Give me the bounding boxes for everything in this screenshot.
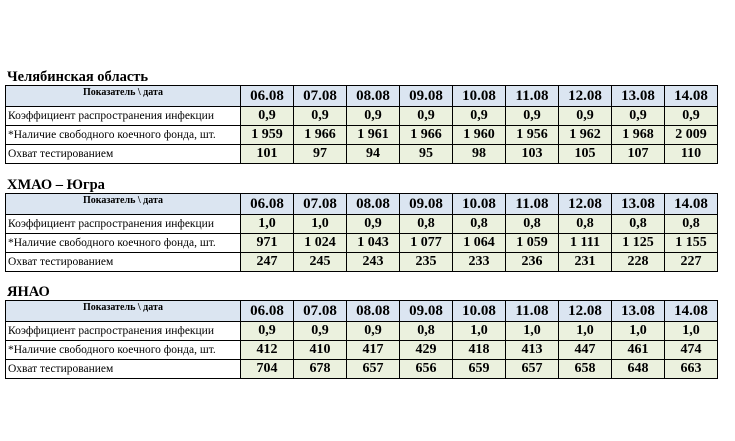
value-cell: 1 956 bbox=[506, 126, 559, 145]
value-cell: 236 bbox=[506, 253, 559, 272]
value-cell: 704 bbox=[241, 360, 294, 379]
date-header: 14.08 bbox=[665, 301, 718, 322]
date-header: 12.08 bbox=[559, 86, 612, 107]
row-label: Охват тестированием bbox=[6, 145, 241, 164]
value-cell: 1 111 bbox=[559, 234, 612, 253]
testing-coverage-row bbox=[6, 145, 718, 164]
region-block bbox=[5, 69, 717, 164]
value-cell: 412 bbox=[241, 341, 294, 360]
date-header: 11.08 bbox=[506, 194, 559, 215]
value-cell: 474 bbox=[665, 341, 718, 360]
value-cell: 0,9 bbox=[294, 322, 347, 341]
date-header: 07.08 bbox=[294, 194, 347, 215]
region-title: ЯНАО bbox=[7, 284, 50, 300]
value-cell: 1 155 bbox=[665, 234, 718, 253]
date-header: 07.08 bbox=[294, 301, 347, 322]
row-label: Коэффициент распространения инфекции bbox=[6, 107, 241, 126]
value-cell: 231 bbox=[559, 253, 612, 272]
value-cell: 0,8 bbox=[506, 215, 559, 234]
value-cell: 105 bbox=[559, 145, 612, 164]
value-cell: 1 959 bbox=[241, 126, 294, 145]
value-cell: 2 009 bbox=[665, 126, 718, 145]
value-cell: 1 059 bbox=[506, 234, 559, 253]
value-cell: 227 bbox=[665, 253, 718, 272]
date-header: 10.08 bbox=[453, 194, 506, 215]
region-block bbox=[5, 284, 717, 379]
value-cell: 247 bbox=[241, 253, 294, 272]
value-cell: 94 bbox=[347, 145, 400, 164]
value-cell: 1 024 bbox=[294, 234, 347, 253]
value-cell: 1 962 bbox=[559, 126, 612, 145]
date-header: 10.08 bbox=[453, 86, 506, 107]
value-cell: 657 bbox=[506, 360, 559, 379]
value-cell: 1,0 bbox=[665, 322, 718, 341]
value-cell: 1,0 bbox=[612, 322, 665, 341]
region-table bbox=[5, 193, 718, 272]
value-cell: 1,0 bbox=[453, 322, 506, 341]
value-cell: 0,8 bbox=[453, 215, 506, 234]
row-label: Коэффициент распространения инфекции bbox=[6, 215, 241, 234]
value-cell: 658 bbox=[559, 360, 612, 379]
value-cell: 1 966 bbox=[400, 126, 453, 145]
value-cell: 97 bbox=[294, 145, 347, 164]
value-cell: 0,9 bbox=[347, 322, 400, 341]
date-header: 13.08 bbox=[612, 86, 665, 107]
date-header: 14.08 bbox=[665, 194, 718, 215]
free-beds-row bbox=[6, 126, 718, 145]
value-cell: 413 bbox=[506, 341, 559, 360]
value-cell: 0,9 bbox=[506, 107, 559, 126]
value-cell: 235 bbox=[400, 253, 453, 272]
value-cell: 1 064 bbox=[453, 234, 506, 253]
free-beds-row bbox=[6, 341, 718, 360]
region-title: ХМАО – Югра bbox=[7, 177, 105, 193]
header-label: Показатель \ дата bbox=[6, 301, 241, 322]
date-header: 06.08 bbox=[241, 301, 294, 322]
region-block bbox=[5, 177, 717, 272]
value-cell: 659 bbox=[453, 360, 506, 379]
value-cell: 0,8 bbox=[612, 215, 665, 234]
date-header: 11.08 bbox=[506, 301, 559, 322]
header-label: Показатель \ дата bbox=[6, 86, 241, 107]
value-cell: 447 bbox=[559, 341, 612, 360]
value-cell: 1 968 bbox=[612, 126, 665, 145]
value-cell: 1,0 bbox=[506, 322, 559, 341]
value-cell: 0,8 bbox=[400, 215, 453, 234]
infection-rate-row bbox=[6, 215, 718, 234]
region-table bbox=[5, 300, 718, 379]
testing-coverage-row bbox=[6, 360, 718, 379]
value-cell: 1,0 bbox=[294, 215, 347, 234]
date-header: 08.08 bbox=[347, 194, 400, 215]
row-label: *Наличие свободного коечного фонда, шт. bbox=[6, 234, 241, 253]
value-cell: 461 bbox=[612, 341, 665, 360]
header-row bbox=[6, 194, 718, 215]
value-cell: 418 bbox=[453, 341, 506, 360]
date-header: 11.08 bbox=[506, 86, 559, 107]
date-header: 09.08 bbox=[400, 301, 453, 322]
value-cell: 245 bbox=[294, 253, 347, 272]
testing-coverage-row bbox=[6, 253, 718, 272]
value-cell: 1 966 bbox=[294, 126, 347, 145]
date-header: 12.08 bbox=[559, 301, 612, 322]
value-cell: 107 bbox=[612, 145, 665, 164]
value-cell: 1,0 bbox=[559, 322, 612, 341]
value-cell: 98 bbox=[453, 145, 506, 164]
region-title: Челябинская область bbox=[7, 69, 149, 85]
value-cell: 103 bbox=[506, 145, 559, 164]
value-cell: 0,8 bbox=[400, 322, 453, 341]
value-cell: 0,9 bbox=[612, 107, 665, 126]
header-label: Показатель \ дата bbox=[6, 194, 241, 215]
row-label: Охват тестированием bbox=[6, 253, 241, 272]
value-cell: 656 bbox=[400, 360, 453, 379]
value-cell: 1 961 bbox=[347, 126, 400, 145]
date-header: 14.08 bbox=[665, 86, 718, 107]
value-cell: 417 bbox=[347, 341, 400, 360]
infection-rate-row bbox=[6, 322, 718, 341]
value-cell: 228 bbox=[612, 253, 665, 272]
infection-rate-row bbox=[6, 107, 718, 126]
value-cell: 410 bbox=[294, 341, 347, 360]
value-cell: 1,0 bbox=[241, 215, 294, 234]
header-row bbox=[6, 86, 718, 107]
value-cell: 233 bbox=[453, 253, 506, 272]
value-cell: 0,9 bbox=[294, 107, 347, 126]
region-table bbox=[5, 85, 718, 164]
value-cell: 0,8 bbox=[665, 215, 718, 234]
value-cell: 678 bbox=[294, 360, 347, 379]
value-cell: 110 bbox=[665, 145, 718, 164]
free-beds-row bbox=[6, 234, 718, 253]
value-cell: 0,9 bbox=[400, 107, 453, 126]
value-cell: 648 bbox=[612, 360, 665, 379]
value-cell: 0,8 bbox=[559, 215, 612, 234]
value-cell: 243 bbox=[347, 253, 400, 272]
value-cell: 0,9 bbox=[665, 107, 718, 126]
date-header: 08.08 bbox=[347, 301, 400, 322]
date-header: 13.08 bbox=[612, 194, 665, 215]
row-label: Охват тестированием bbox=[6, 360, 241, 379]
value-cell: 1 960 bbox=[453, 126, 506, 145]
value-cell: 0,9 bbox=[347, 107, 400, 126]
row-label: Коэффициент распространения инфекции bbox=[6, 322, 241, 341]
value-cell: 101 bbox=[241, 145, 294, 164]
date-header: 06.08 bbox=[241, 194, 294, 215]
value-cell: 95 bbox=[400, 145, 453, 164]
value-cell: 971 bbox=[241, 234, 294, 253]
value-cell: 429 bbox=[400, 341, 453, 360]
value-cell: 1 043 bbox=[347, 234, 400, 253]
date-header: 06.08 bbox=[241, 86, 294, 107]
value-cell: 0,9 bbox=[453, 107, 506, 126]
date-header: 07.08 bbox=[294, 86, 347, 107]
row-label: *Наличие свободного коечного фонда, шт. bbox=[6, 341, 241, 360]
date-header: 13.08 bbox=[612, 301, 665, 322]
date-header: 12.08 bbox=[559, 194, 612, 215]
date-header: 10.08 bbox=[453, 301, 506, 322]
date-header: 09.08 bbox=[400, 86, 453, 107]
value-cell: 1 077 bbox=[400, 234, 453, 253]
value-cell: 663 bbox=[665, 360, 718, 379]
header-row bbox=[6, 301, 718, 322]
value-cell: 1 125 bbox=[612, 234, 665, 253]
value-cell: 0,9 bbox=[241, 322, 294, 341]
value-cell: 657 bbox=[347, 360, 400, 379]
date-header: 08.08 bbox=[347, 86, 400, 107]
value-cell: 0,9 bbox=[241, 107, 294, 126]
value-cell: 0,9 bbox=[347, 215, 400, 234]
date-header: 09.08 bbox=[400, 194, 453, 215]
value-cell: 0,9 bbox=[559, 107, 612, 126]
row-label: *Наличие свободного коечного фонда, шт. bbox=[6, 126, 241, 145]
